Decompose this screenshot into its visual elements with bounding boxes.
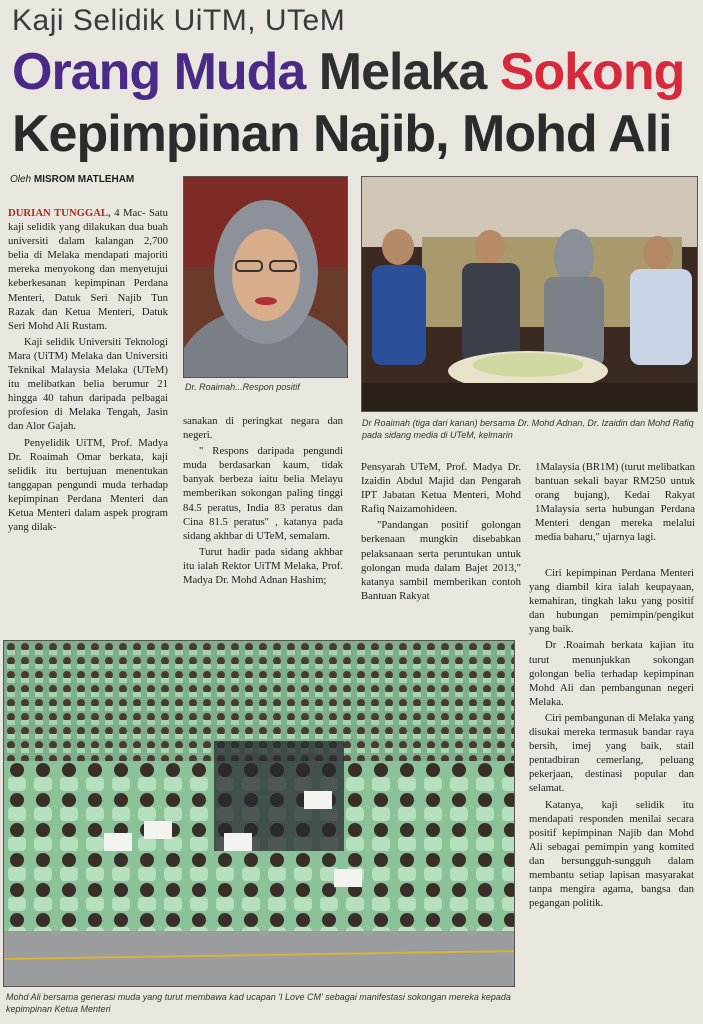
article-paragraph: sanakan di peringkat negara dan negeri. — [183, 415, 343, 442]
dateline: DURIAN TUNGGAL, — [8, 207, 111, 219]
portrait-caption: Dr. Roaimah...Respon positif — [185, 382, 300, 392]
press-caption: Dr Roaimah (tiga dari kanan) bersama Dr. Mohd Adnan, Dr. Izaidin dan Mohd Rafiq pada sidang media di UTeM, kelmarin — [362, 418, 694, 440]
article-column-5 — [529, 566, 694, 912]
portrait-photo — [183, 176, 348, 378]
article-paragraph: 1Malaysia (BR1M) (turut melibatkan bantuan sekali bayar RM250 untuk orang bujang), Kedai Rakyat 1Malaysia serta hubungan Perdana Menteri dengan mereka melalui media baharu," ujarnya lagi. — [535, 461, 695, 544]
article-paragraph — [8, 206, 168, 333]
headline-word: Sokong — [499, 43, 685, 101]
headline-word: Melaka — [318, 43, 500, 101]
article-paragraph: Kaji selidik Universiti Teknologi Mara (UiTM) Melaka dan Universiti Teknikal Malaysia Melaka (UTeM) itu melibatkan belia berumur 21 hingga 40 tahun daripada pelbagai profesion di Melaka Tengah, Jasin dan Alor Gajah. — [8, 335, 168, 433]
article-paragraph: Pensyarah UTeM, Prof. Madya Dr. Izaidin Abdul Majid dan Pengarah IPT Jabatan Ketua Menteri, Mohd Rafiq Naizamohideen. — [361, 461, 521, 516]
article-paragraph: Turut hadir pada sidang akhbar itu ialah Rektor UiTM Melaka, Prof. Madya Dr. Mohd Adnan Hashim; — [183, 545, 343, 587]
headline-word: Orang Muda — [12, 43, 319, 101]
kicker: Kaji Selidik UiTM, UTeM — [12, 4, 346, 37]
byline-author: MISROM MATLEHAM — [33, 174, 135, 185]
article-paragraph: " Respons daripada pengundi muda berdasarkan kaum, tidak banyak berbeza iaitu belia Melayu memberikan sokongan paling tinggi 84.5 peratus, India 83 peratus dan Cina 81.5 peratus" , katanya pada sidang akhbar di UTeM, semalam. — [183, 445, 343, 542]
byline-prefix: Oleh — [10, 174, 32, 185]
article-paragraph: Katanya, kaji selidik itu mendapati responden menilai secara positif kepimpinan Najib dan Mohd Ali sebagai pemimpin yang komited dan bersungguh-sungguh dalam membantu setiap lapisan masyarakat tanpa mengira agama, bangsa dan pegangan politik. — [529, 798, 694, 910]
article-column-2 — [183, 414, 343, 589]
article-paragraph: "Pandangan positif golongan berkenaan mungkin disebabkan pelaksanaan serta peruntukan untuk golongan muda dalam Bajet 2013," katanya sambil memberikan contoh Bantuan Rakyat — [361, 519, 521, 602]
headline-line-2: Kepimpinan Najib, Mohd Ali — [12, 105, 672, 163]
article-paragraph: Ciri kepimpinan Perdana Menteri yang diambil kira ialah keupayaan, kemahiran, tingkah laku yang positif dan hubungan pemimpin/pengikut yang baik. — [529, 567, 694, 636]
headline-line-1 — [12, 42, 684, 102]
article-paragraph: Penyelidik UiTM, Prof. Madya Dr. Roaimah Omar berkata, kaji selidik itu bertujuan menentukan tanggapan pengundi muda terhadap kepimpinan Perdana Menteri dan Ketua Menteri dalam aspek program yang dilak- — [8, 436, 168, 534]
crowd-photo — [3, 640, 515, 987]
article-column-4 — [535, 460, 695, 547]
article-column-3 — [361, 460, 521, 605]
byline — [10, 174, 134, 185]
crowd-caption: Mohd Ali bersama generasi muda yang turut membawa kad ucapan 'I Love CM' sebagai manifestasi sokongan mereka kepada kepimpinan Ketua Menteri — [6, 992, 511, 1014]
article-paragraph: Dr .Roaimah berkata kajian itu turut menunjukkan sokongan golongan belia terhadap kepimpinan Mohd Ali dan pembangunan negeri Melaka. — [529, 639, 694, 708]
article-column-1 — [8, 206, 168, 536]
article-paragraph: Ciri pembangunan di Melaka yang disukai mereka termasuk bandar raya bersih, imej yang baik, stail pentadbiran cemerlang, peluang pekerjaan, destinasi popular dan selamat. — [529, 711, 694, 795]
press-conference-photo — [361, 176, 698, 412]
paragraph-text: 4 Mac- Satu kaji selidik yang dilakukan dua buah universiti dalam kalangan 2,700 belia di Melaka mendapati majoriti mereka menyokong dan menyetujui keberkesanan kepimpinan Perdana Menteri, Datuk Seri Najib Tun Razak dan Ketua Menteri, Datuk Seri Mohd Ali Rustam. — [8, 207, 168, 332]
